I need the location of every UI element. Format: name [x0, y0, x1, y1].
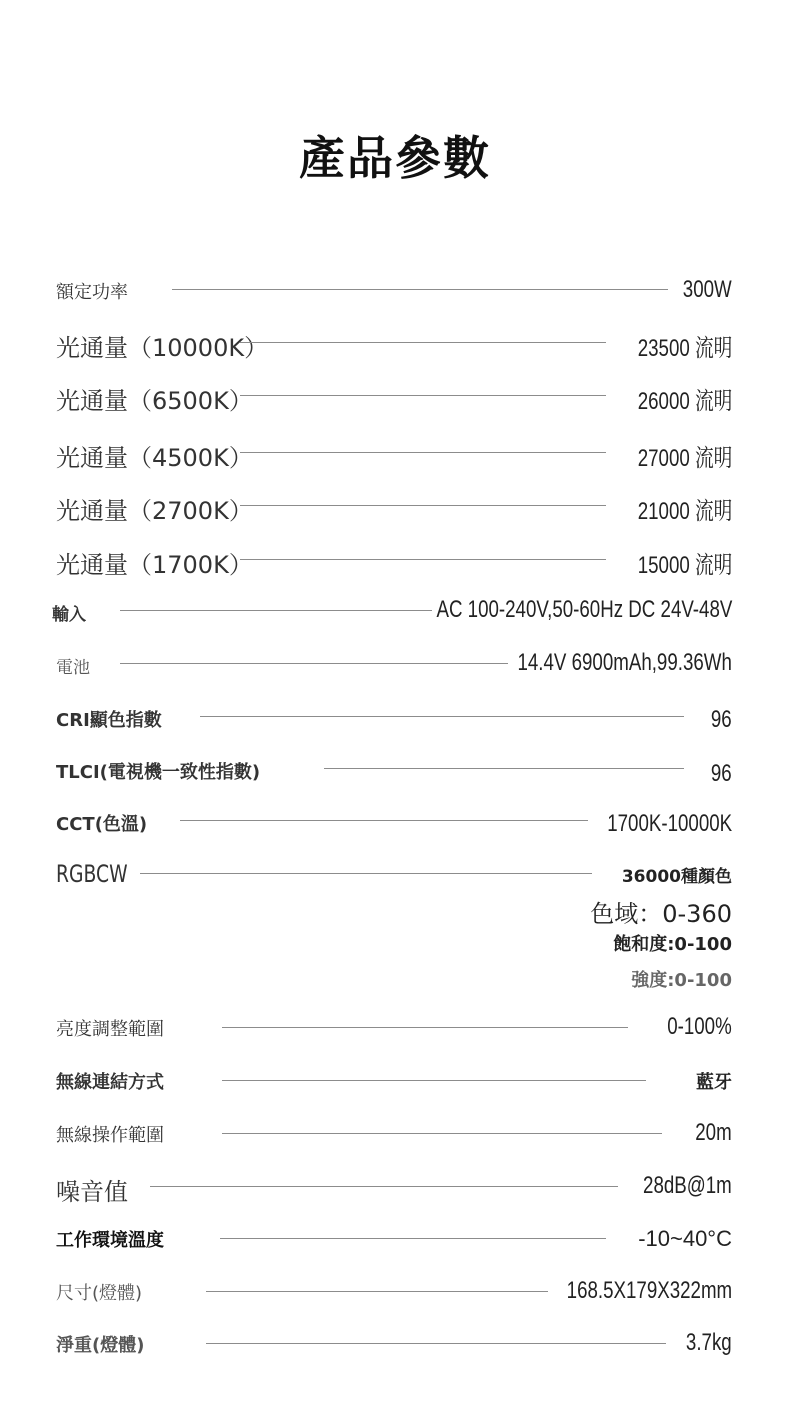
spec-value: 20m: [695, 1119, 732, 1146]
spec-label: RGBCW: [56, 860, 128, 888]
leader-line: [324, 768, 684, 769]
leader-line: [206, 1343, 666, 1344]
spec-label: 光通量（2700K）: [56, 497, 253, 525]
spec-value: 21000 流明: [637, 498, 732, 525]
spec-value: 1700K-10000K: [607, 810, 732, 837]
spec-row-lumens-1700k: [0, 545, 790, 579]
spec-row-lumens-4500k: [0, 438, 790, 472]
spec-value: 36000種顏色: [621, 867, 732, 887]
spec-row-wireless-range: [0, 1121, 790, 1147]
page-title: 產品參數: [299, 131, 491, 185]
leader-line: [172, 289, 668, 290]
spec-row-rated-power: [0, 278, 790, 302]
leader-line: [120, 610, 432, 611]
spec-value: 0-100%: [667, 1013, 732, 1040]
saturation: 飽和度:0-100: [613, 934, 732, 955]
spec-row-wireless-connection: [0, 1068, 790, 1094]
spec-row-brightness-range: [0, 1015, 790, 1041]
spec-row-lumens-10000k: [0, 328, 790, 362]
spec-label: CRI顯色指數: [56, 710, 162, 731]
leader-line: [240, 452, 606, 453]
spec-value: AC 100-240V,50-60Hz DC 24V-48V: [436, 596, 732, 623]
spec-label: 光通量（1700K）: [56, 551, 253, 579]
spec-row-noise: [0, 1172, 790, 1206]
spec-label: 亮度調整範圍: [56, 1019, 164, 1040]
leader-line: [140, 873, 592, 874]
leader-line: [180, 820, 588, 821]
spec-label: TLCI(電視機一致性指數): [56, 762, 261, 783]
spec-label: 淨重(燈體): [56, 1335, 145, 1356]
leader-line: [222, 1080, 646, 1081]
spec-row-lumens-6500k: [0, 381, 790, 415]
leader-line: [222, 1133, 662, 1134]
spec-value: 14.4V 6900mAh,99.36Wh: [517, 649, 732, 676]
spec-row-battery: [0, 649, 790, 679]
leader-line: [240, 559, 606, 560]
spec-label: 輸入: [52, 605, 86, 625]
color-gamut: 色域：0-360: [590, 900, 732, 928]
leader-line: [150, 1186, 618, 1187]
spec-label: 光通量（6500K）: [56, 387, 253, 415]
spec-row-net-weight: [0, 1331, 790, 1357]
spec-label: 電池: [56, 658, 90, 678]
spec-label: 無線操作範圍: [56, 1125, 164, 1146]
spec-row-tlci: [0, 758, 790, 787]
leader-line: [222, 1027, 628, 1028]
spec-value: 168.5X179X322mm: [566, 1277, 732, 1304]
leader-line: [206, 1291, 548, 1292]
spec-value: -10~40°C: [638, 1226, 732, 1251]
spec-value: 27000 流明: [637, 445, 732, 472]
spec-value: 300W: [683, 276, 732, 303]
spec-label: 工作環境溫度: [56, 1230, 164, 1251]
leader-line: [240, 395, 606, 396]
spec-row-lumens-2700k: [0, 491, 790, 525]
intensity: 強度:0-100: [631, 970, 732, 991]
spec-label: 額定功率: [56, 282, 128, 303]
spec-label: 噪音值: [56, 1178, 128, 1206]
spec-value: 3.7kg: [686, 1329, 732, 1356]
spec-value: 96: [711, 760, 732, 787]
spec-row-cct: [0, 810, 790, 836]
spec-label: 尺寸(燈體): [56, 1283, 143, 1304]
spec-value: 96: [711, 706, 732, 733]
spec-value: 23500 流明: [637, 335, 732, 362]
spec-row-rgbcw: [0, 862, 790, 992]
spec-label: 無線連結方式: [56, 1072, 164, 1093]
spec-value: 15000 流明: [637, 552, 732, 579]
leader-line: [200, 716, 684, 717]
spec-row-input: [0, 596, 790, 626]
spec-row-dimensions: [0, 1279, 790, 1305]
spec-value: 藍牙: [696, 1072, 732, 1093]
spec-value: 28dB@1m: [643, 1172, 732, 1199]
spec-row-operating-temperature: [0, 1226, 790, 1252]
spec-label: 光通量（4500K）: [56, 444, 253, 472]
leader-line: [120, 663, 508, 664]
spec-label: 光通量（10000K）: [56, 334, 269, 362]
leader-line: [220, 1238, 606, 1239]
spec-label: CCT(色溫): [56, 814, 148, 835]
spec-value: 26000 流明: [637, 388, 732, 415]
leader-line: [240, 342, 606, 343]
leader-line: [240, 505, 606, 506]
spec-row-cri: [0, 706, 790, 732]
